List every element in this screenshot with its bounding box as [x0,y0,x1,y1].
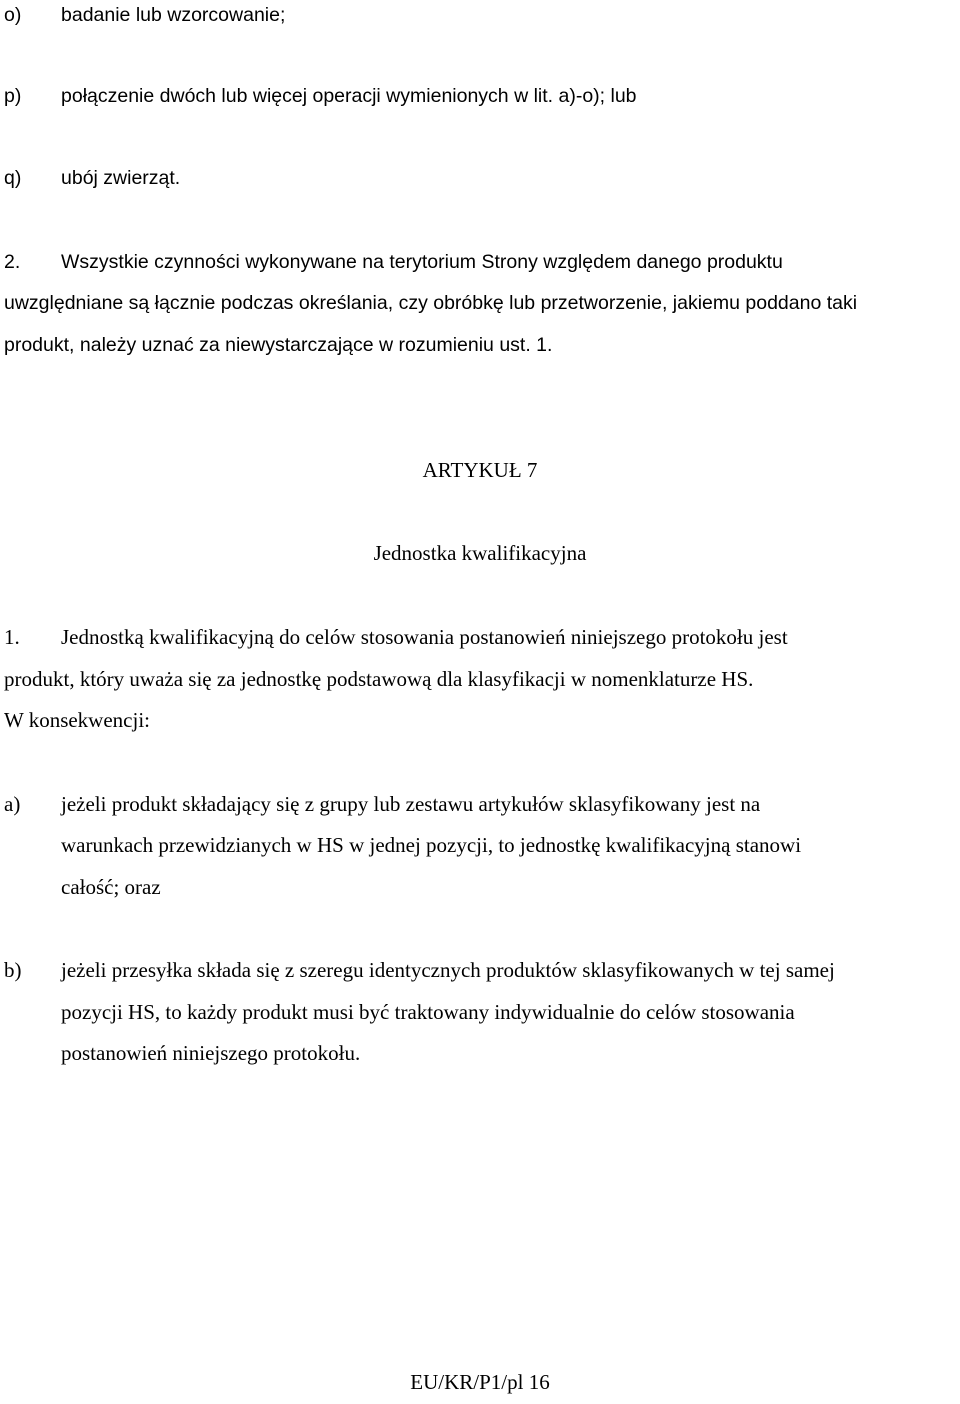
article-heading: ARTYKUŁ 7 [422,458,538,482]
list-marker: o) [4,4,22,26]
paragraph-line: produkt, należy uznać za niewystarczające w rozumieniu ust. 1. [4,334,553,356]
paragraph-number: 1. [4,625,20,649]
list-item-text: ubój zwierząt. [61,167,181,189]
list-item-line: postanowień niniejszego protokołu. [61,1041,361,1065]
list-marker: a) [4,792,21,816]
paragraph-line: produkt, który uważa się za jednostkę podstawową dla klasyfikacji w nomenklaturze HS. [4,667,754,691]
paragraph-line: uwzględniane są łącznie podczas określania, czy obróbkę lub przetworzenie, jakiemu poddano taki [4,292,858,314]
list-item-line: warunkach przewidzianych w HS w jednej pozycji, to jednostkę kwalifikacyjną stanowi [61,833,802,857]
list-marker: q) [4,167,22,189]
list-marker: p) [4,85,22,107]
page-footer-reference: EU/KR/P1/pl 16 [410,1370,550,1394]
list-item-text: badanie lub wzorcowanie; [61,4,286,26]
paragraph-number: 2. [4,251,21,273]
list-item-line: jeżeli produkt składający się z grupy lub zestawu artykułów sklasyfikowany jest na [61,792,761,816]
list-item-line: całość; oraz [61,875,161,899]
article-subheading: Jednostka kwalifikacyjna [373,541,587,565]
list-item-text: połączenie dwóch lub więcej operacji wymienionych w lit. a)-o); lub [61,85,637,107]
list-item-line: pozycji HS, to każdy produkt musi być traktowany indywidualnie do celów stosowania [61,1000,795,1024]
paragraph-line: Jednostką kwalifikacyjną do celów stosowania postanowień niniejszego protokołu jest [61,625,788,649]
paragraph-line: W konsekwencji: [4,708,150,732]
list-marker: b) [4,958,22,982]
list-item-line: jeżeli przesyłka składa się z szeregu identycznych produktów sklasyfikowanych w tej samej [61,958,835,982]
paragraph-line: Wszystkie czynności wykonywane na terytorium Strony względem danego produktu [61,251,783,273]
